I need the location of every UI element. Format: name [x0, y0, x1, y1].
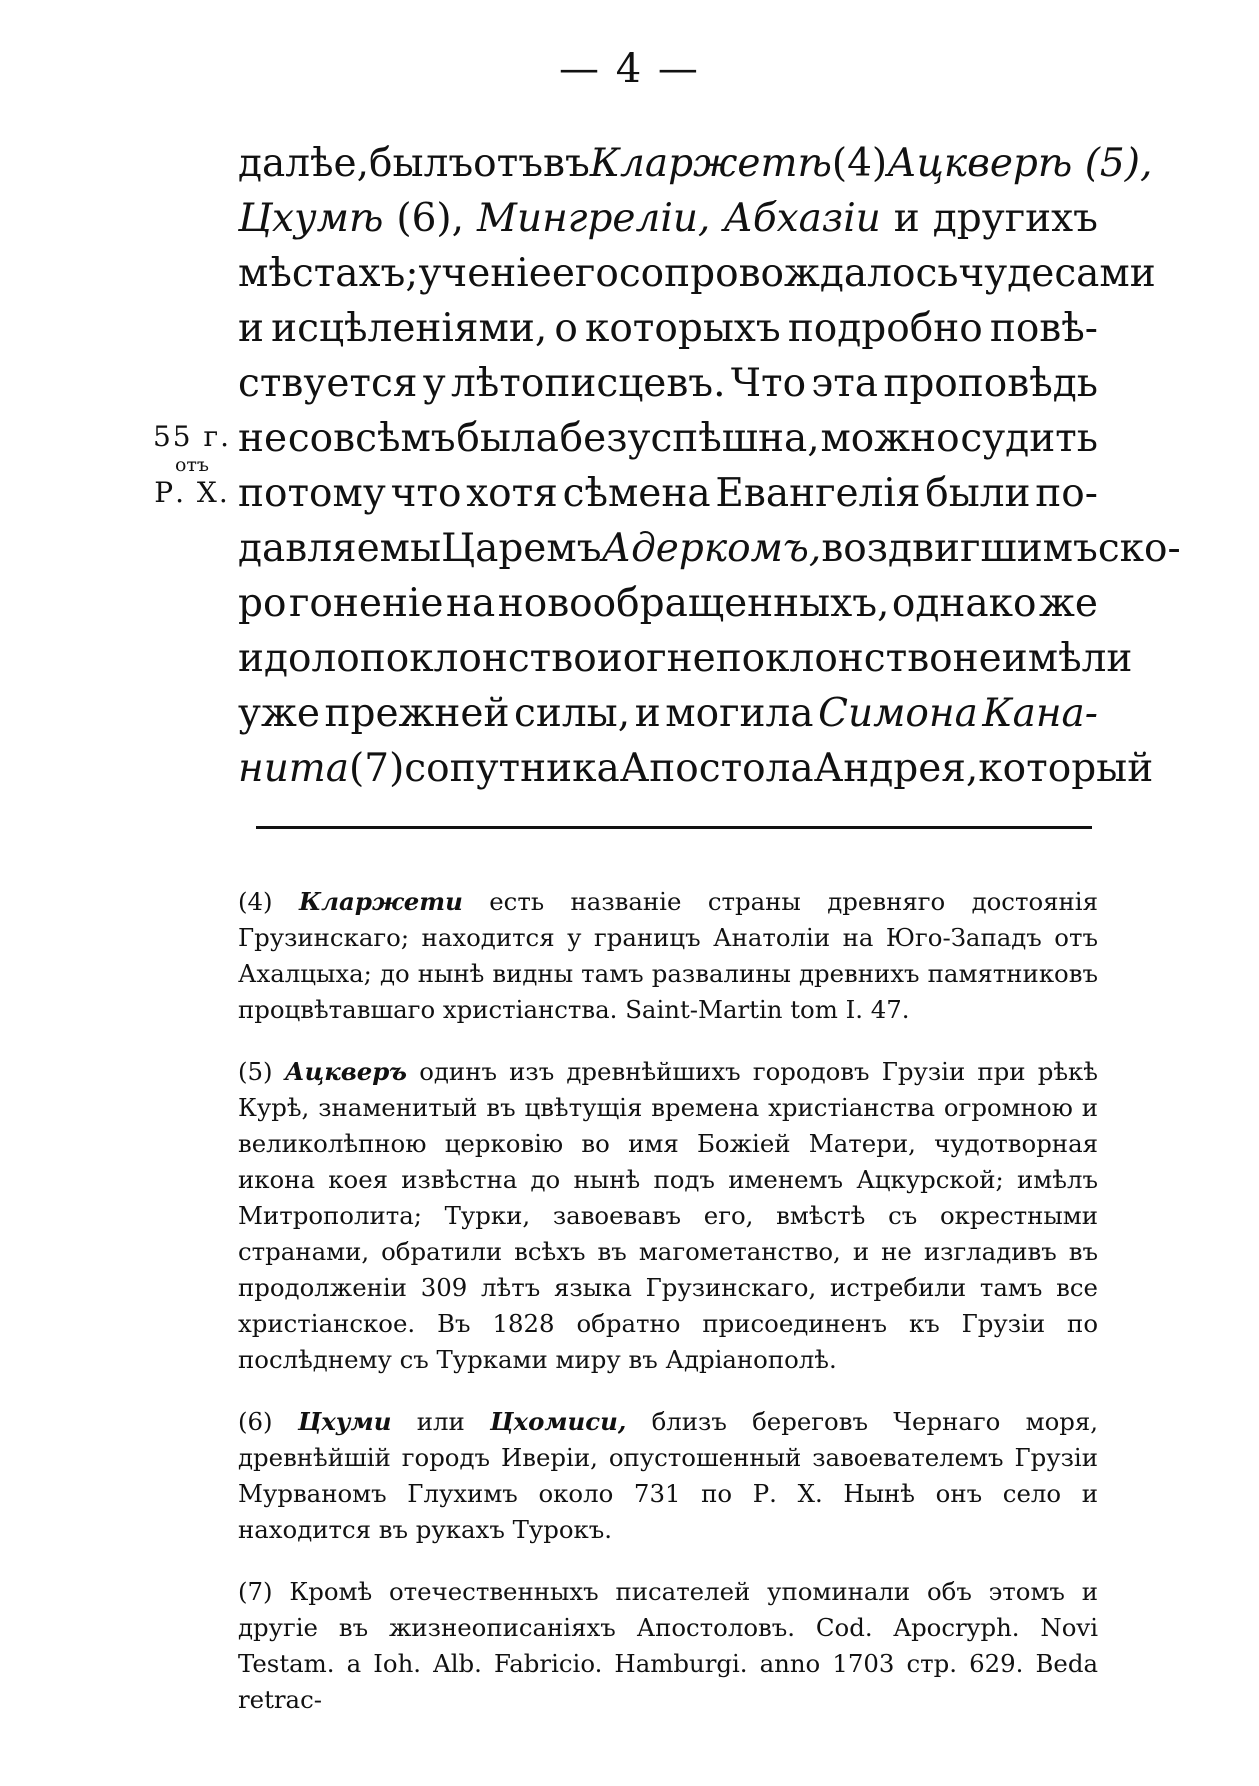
- word: однако: [891, 581, 1037, 626]
- text-line: [238, 301, 1098, 356]
- word: хотя: [466, 471, 558, 516]
- word: могила: [665, 691, 814, 736]
- footnotes: [238, 860, 1098, 1718]
- word: Цхумѣ: [238, 196, 384, 241]
- footnote-term: Цхуми: [297, 1407, 392, 1437]
- margin-note-from: отъ: [174, 454, 210, 476]
- word: сѣмена: [562, 471, 711, 516]
- word: проповѣдь: [883, 361, 1098, 406]
- word: отъ: [473, 141, 544, 186]
- word: Евангелія: [715, 471, 921, 516]
- footnote-number: (5): [238, 1057, 273, 1087]
- word: Абхазіи: [723, 196, 881, 241]
- word: далѣе,: [238, 141, 370, 186]
- footnote-number: (6): [238, 1407, 273, 1437]
- word: имѣли: [1001, 636, 1133, 681]
- word: силы,: [514, 691, 631, 736]
- word: чудесами: [958, 251, 1156, 296]
- footnote-text: одинъ изъ древнѣйшихъ городовъ Грузіи при рѣкѣ Курѣ, знаменитый въ цвѣтущія времена христіанства огромною и великолѣпною церковію во имя Божіей Матери, чудотворная икона коея извѣстна до нынѣ подъ именемъ Ацкурской; имѣлъ Митрополита; Турки, завоевавъ его, вмѣстѣ съ окрестными странами, обратили всѣхъ въ магометанство, и не изгладивъ въ продолженіи 309 лѣтъ языка Грузинскаго, истребили тамъ все христіанское. Въ 1828 обратно присоединенъ къ Грузіи по послѣднему съ Турками миру въ Адріанополѣ.: [238, 1057, 1098, 1375]
- footnote-connector: или: [416, 1407, 465, 1437]
- word: Мингреліи,: [477, 196, 711, 241]
- footnote-term: Ацкверъ: [284, 1057, 408, 1087]
- word: воздвигшимъ: [821, 526, 1098, 571]
- word: которыхъ: [584, 306, 781, 351]
- word: о: [554, 306, 578, 351]
- footnote-7: [238, 1574, 1098, 1718]
- text-line: [238, 631, 1133, 686]
- word: его: [551, 251, 619, 296]
- word: другихъ: [932, 196, 1098, 241]
- word: прежней: [324, 691, 510, 736]
- text-line: [238, 411, 1098, 466]
- footnote-6: [238, 1404, 1098, 1548]
- word: ученіе: [418, 251, 552, 296]
- word: безуспѣшна,: [559, 416, 820, 461]
- footnote-number: (4): [238, 887, 273, 917]
- word: (7): [349, 746, 405, 791]
- word: сопутника: [404, 746, 620, 791]
- footnote-5: [238, 1054, 1098, 1378]
- footnote-text: есть названіе страны древняго достоянія Грузинскаго; находится у границъ Анатоліи на Юго-Западъ отъ Ахалцыха; до нынѣ видны тамъ развалины древнихъ памятниковъ процвѣтавшаго христіанства. Saint-Martin tom I. 47.: [238, 887, 1098, 1025]
- word: гоненіе: [288, 581, 444, 626]
- word: былъ: [369, 141, 474, 186]
- word: огнепоклонство: [622, 636, 953, 681]
- word: были: [925, 471, 1031, 516]
- word: повѣ-: [989, 306, 1098, 351]
- word: Апостола: [619, 746, 814, 791]
- footnote-text: близъ береговъ Чернаго моря, древнѣйшій городъ Иверіи, опустошенный завоевателемъ Грузіи Мурваномъ Глухимъ около 731 по Р. Х. Нынѣ онъ село и находится въ рукахъ Турокъ.: [238, 1407, 1099, 1545]
- word: Андрея,: [813, 746, 979, 791]
- text-line: [238, 246, 1156, 301]
- word: совсѣмъ: [287, 416, 456, 461]
- word: Адеркомъ,: [601, 526, 822, 571]
- footnote-term: Кларжети: [299, 887, 463, 917]
- margin-note-era: Р. Х.: [154, 476, 230, 509]
- word: лѣтописцевъ.: [451, 361, 726, 406]
- text-line: [238, 466, 1098, 521]
- word: новообращенныхъ,: [497, 581, 890, 626]
- main-text: [238, 136, 1181, 796]
- word: мѣстахъ;: [238, 251, 419, 296]
- footnote-text: Кромѣ отечественныхъ писателей упоминали объ этомъ и другіе въ жизнеописаніяхъ Апостоловъ. Cod. Apocryph. Novi Testam. a Ioh. Alb. Fabricio. Hamburgi. anno 1703 стр. 629. Beda retrac-: [238, 1577, 1098, 1715]
- word: Царемъ: [441, 526, 602, 571]
- word: подробно: [787, 306, 983, 351]
- word: не: [238, 416, 288, 461]
- margin-note-year: 55 г.: [152, 420, 232, 453]
- word: ро: [238, 581, 287, 626]
- word: у: [422, 361, 446, 406]
- word: по-: [1035, 471, 1098, 516]
- footnote-term-alt: Цхомиси,: [489, 1407, 627, 1437]
- word: Кларжетѣ: [589, 141, 832, 186]
- word: и: [596, 636, 623, 681]
- word: на: [446, 581, 496, 626]
- word: можно: [820, 416, 960, 461]
- word: судить: [960, 416, 1098, 461]
- word: и: [893, 196, 920, 241]
- word: не: [952, 636, 1002, 681]
- word: Что: [730, 361, 807, 406]
- word: который: [978, 746, 1154, 791]
- word: что: [390, 471, 462, 516]
- text-line: [238, 576, 1098, 631]
- word: ско-: [1097, 526, 1181, 571]
- text-line: [238, 686, 1098, 741]
- word: исцѣленіями,: [271, 306, 548, 351]
- word: ствуется: [238, 361, 418, 406]
- word: Ацкверѣ (5),: [887, 141, 1153, 186]
- word: (6),: [396, 196, 465, 241]
- word: была: [456, 416, 559, 461]
- text-line: [238, 521, 1181, 576]
- word: же: [1039, 581, 1098, 626]
- word: (4): [831, 141, 888, 186]
- text-line: [238, 136, 1153, 191]
- page-number: — 4 —: [559, 46, 700, 92]
- word: нита: [238, 746, 350, 791]
- footnote-divider: [256, 826, 1092, 829]
- word: сопровождалось: [618, 251, 959, 296]
- footnote-number: (7): [238, 1577, 273, 1607]
- word: и: [634, 691, 661, 736]
- word: и: [238, 306, 264, 351]
- word: Кана-: [982, 691, 1098, 736]
- word: въ: [543, 141, 590, 186]
- word: уже: [238, 691, 320, 736]
- word: идолопоклонство: [238, 636, 597, 681]
- text-line: [238, 191, 1098, 246]
- margin-date-note: [148, 420, 236, 510]
- word: потому: [238, 471, 386, 516]
- text-line: [238, 356, 1098, 411]
- word: Симона: [818, 691, 978, 736]
- word: давляемы: [238, 526, 442, 571]
- word: эта: [811, 361, 879, 406]
- footnote-4: [238, 884, 1098, 1028]
- text-line: [238, 741, 1154, 796]
